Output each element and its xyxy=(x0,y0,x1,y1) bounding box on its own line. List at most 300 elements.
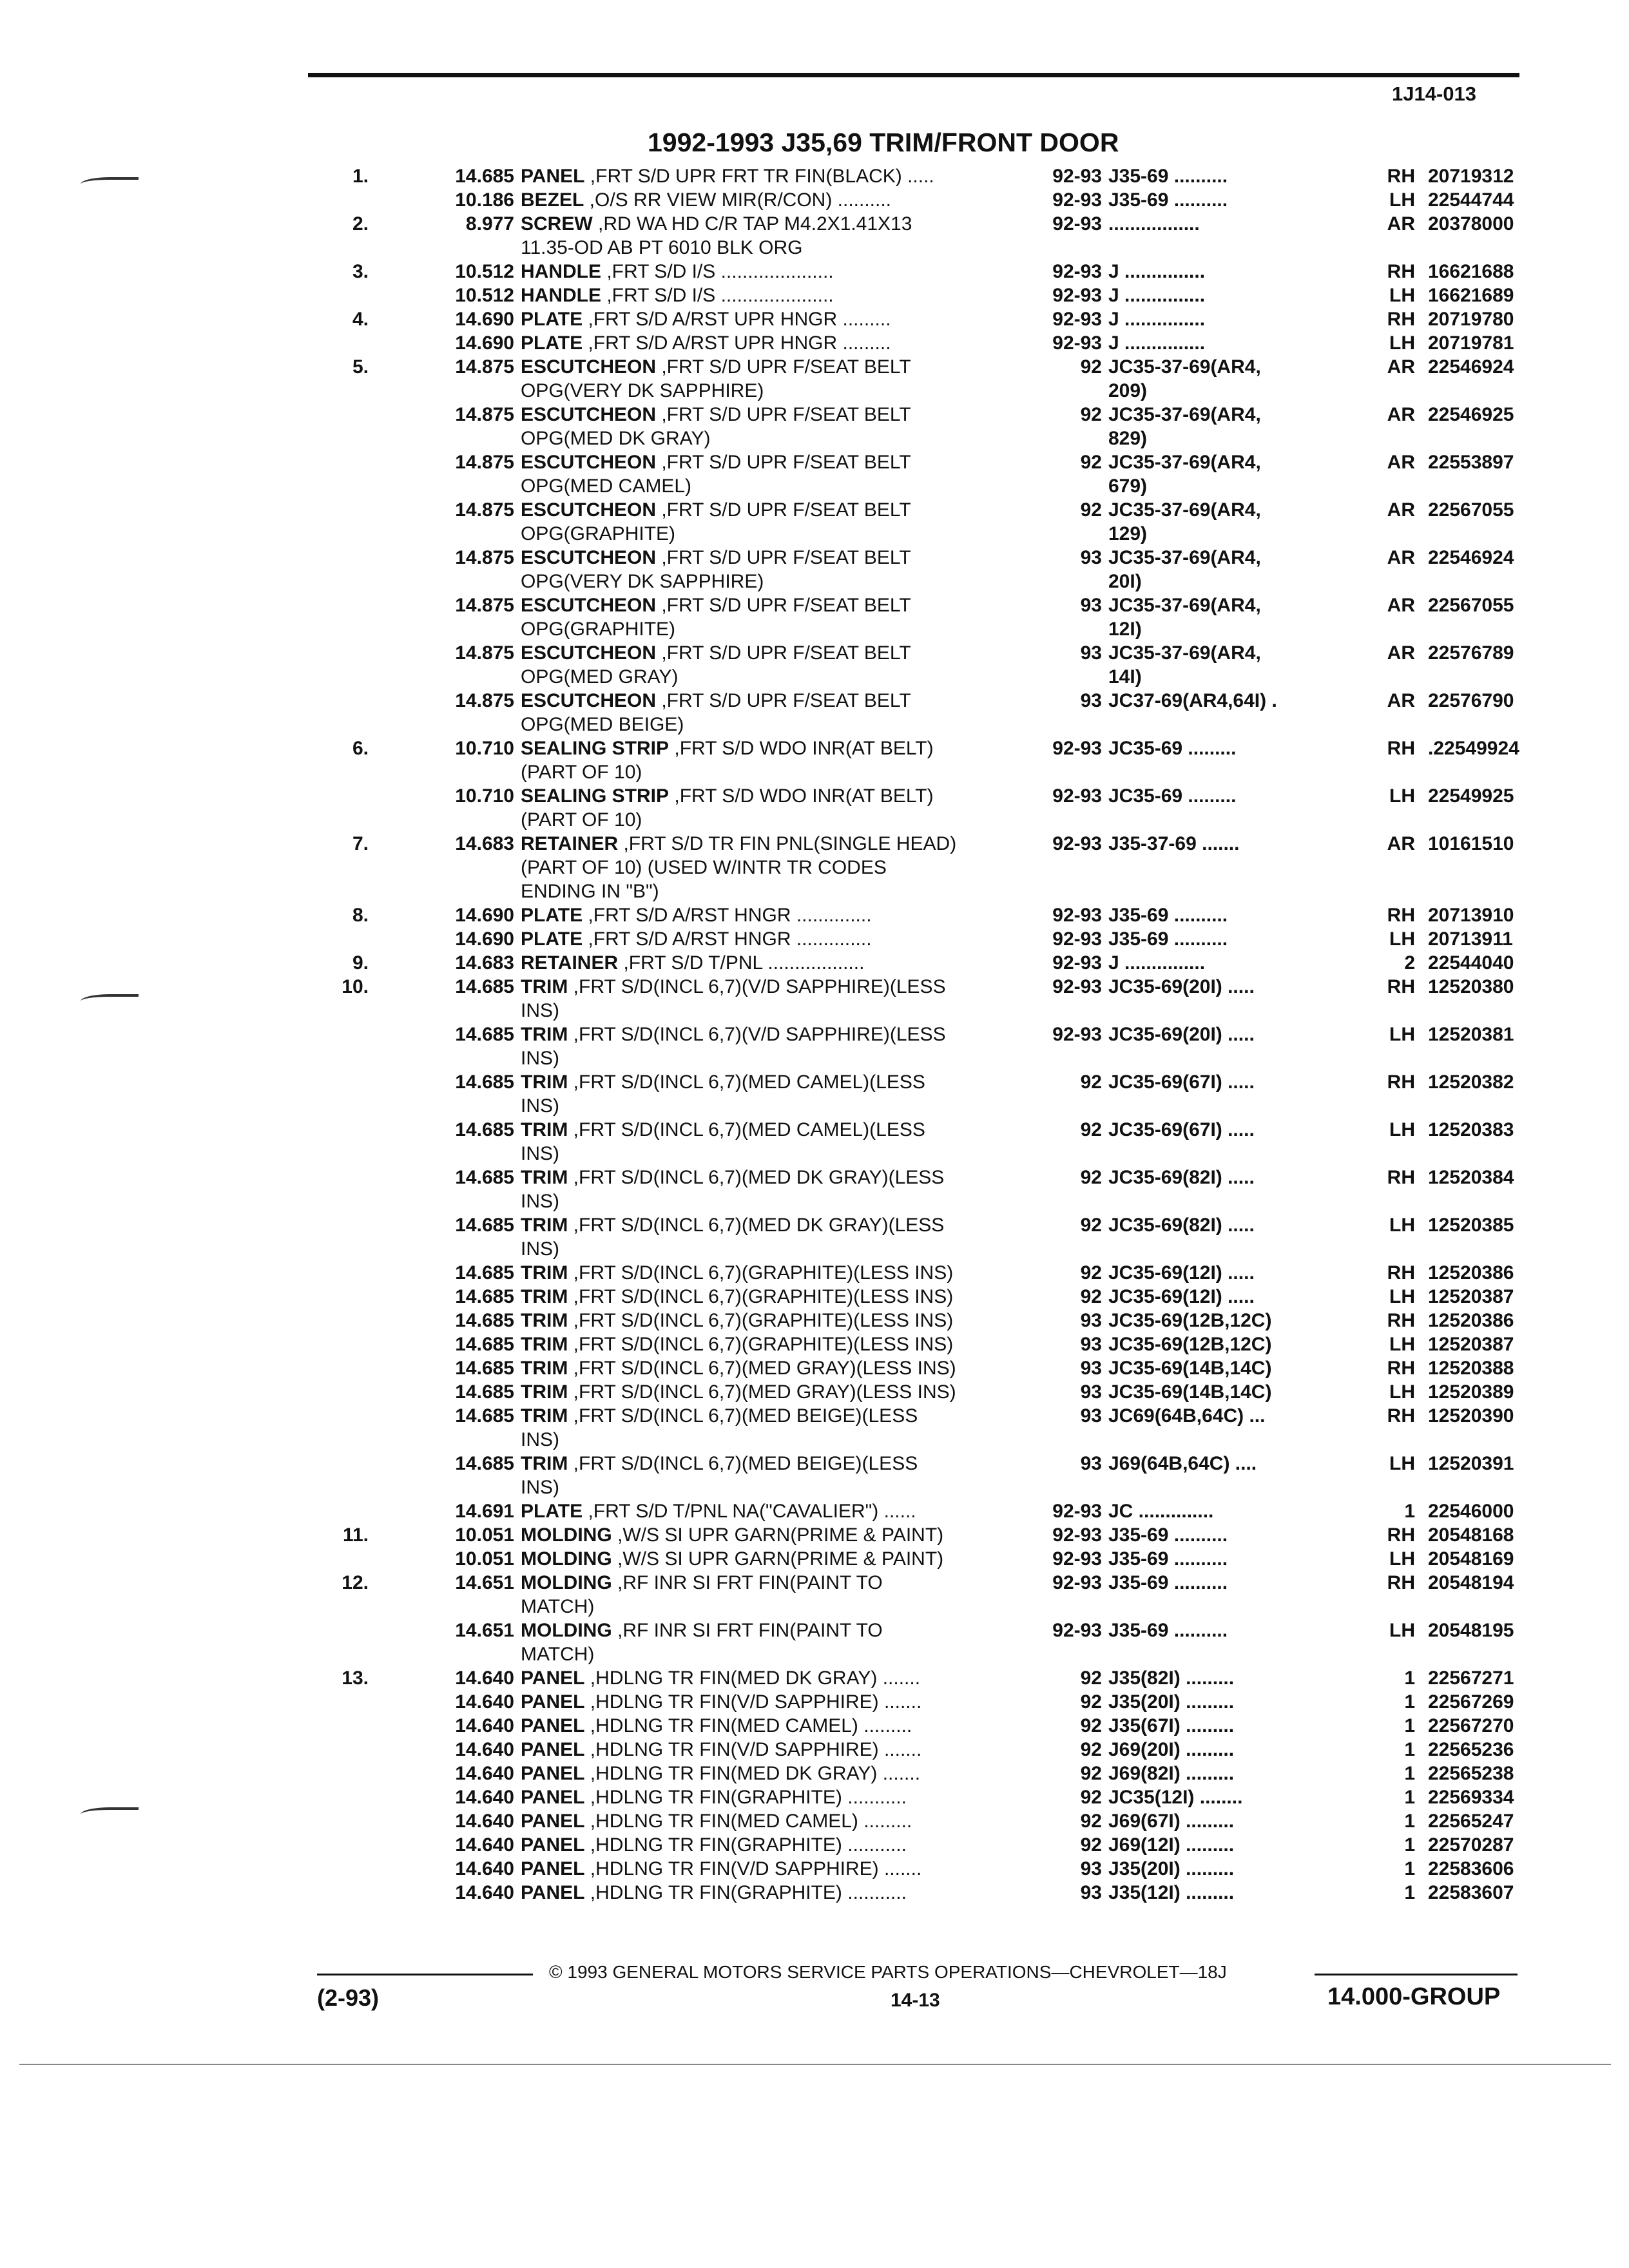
year-range: 92-93 xyxy=(1052,261,1102,282)
year-range xyxy=(1050,379,1108,403)
model-usage: JC35-69(12I) ..... xyxy=(1108,1286,1255,1307)
model-usage xyxy=(1108,1642,1360,1666)
item-description: ,FRT S/D UPR F/SEAT BELT xyxy=(656,690,911,711)
item-description: ,FRT S/D(INCL 6,7)(MED CAMEL)(LESS xyxy=(568,1119,925,1140)
item-number xyxy=(0,522,369,546)
page-title: 1992-1993 J35,69 TRIM/FRONT DOOR xyxy=(648,128,1119,157)
group-number xyxy=(369,665,521,689)
item-name: PANEL xyxy=(521,1811,585,1832)
copyright-notice: © 1993 GENERAL MOTORS SERVICE PARTS OPERATIONS—CHEVROLET—18J xyxy=(549,1962,1227,1982)
part-row-continuation xyxy=(0,808,1629,832)
part-row xyxy=(0,260,1629,284)
description xyxy=(521,1690,1050,1714)
item-description: ,HDLNG TR FIN(GRAPHITE) ........... xyxy=(584,1787,907,1808)
part-row xyxy=(0,1332,1629,1356)
quantity xyxy=(1360,1189,1418,1213)
item-description: ,FRT S/D UPR F/SEAT BELT xyxy=(656,547,911,568)
description-continuation: OPG(GRAPHITE) xyxy=(521,523,676,544)
item-number xyxy=(0,1809,369,1833)
item-number: 7. xyxy=(352,833,369,854)
item-description: ,FRT S/D A/RST HNGR .............. xyxy=(583,928,872,950)
description xyxy=(521,927,1050,951)
part-row-continuation xyxy=(0,1428,1629,1452)
item-name: ESCUTCHEON xyxy=(521,547,657,568)
description xyxy=(521,593,1050,617)
item-name: ESCUTCHEON xyxy=(521,642,657,664)
part-number: 12520382 xyxy=(1428,1072,1514,1093)
item-description: ,HDLNG TR FIN(V/D SAPPHIRE) ....... xyxy=(584,1858,922,1879)
part-number: 10161510 xyxy=(1428,833,1514,854)
model-usage: JC35-69(20I) ..... xyxy=(1108,976,1255,997)
description-continuation: (PART OF 10) xyxy=(521,762,642,783)
year-range: 92 xyxy=(1080,356,1102,378)
group-number: 14.685 xyxy=(455,1310,514,1331)
description-continuation: INS) xyxy=(521,1143,559,1164)
description-continuation: ENDING IN "B") xyxy=(521,881,659,902)
group-number: 14.685 xyxy=(455,1072,514,1093)
description xyxy=(521,1261,1050,1285)
item-number xyxy=(0,1785,369,1809)
model-usage: JC35-37-69(AR4, xyxy=(1108,452,1261,473)
description xyxy=(521,1166,1050,1189)
part-number: 12520389 xyxy=(1428,1381,1514,1403)
item-number xyxy=(0,927,369,951)
item-description: ,FRT S/D(INCL 6,7)(GRAPHITE)(LESS INS) xyxy=(568,1286,954,1307)
year-range: 93 xyxy=(1080,1358,1102,1379)
item-name: HANDLE xyxy=(521,285,601,306)
item-name: ESCUTCHEON xyxy=(521,595,657,616)
item-number xyxy=(0,1285,369,1309)
quantity: RH xyxy=(1387,1524,1415,1546)
year-range: 92-93 xyxy=(1052,285,1102,306)
item-name: ESCUTCHEON xyxy=(521,356,657,378)
part-number: 22544040 xyxy=(1428,952,1514,974)
part-number xyxy=(1418,522,1534,546)
group-number: 14.685 xyxy=(455,1024,514,1045)
group-number: 14.685 xyxy=(455,976,514,997)
part-row xyxy=(0,355,1629,379)
model-usage: JC35-37-69(AR4, xyxy=(1108,499,1261,521)
quantity xyxy=(1360,427,1418,450)
part-number: 12520384 xyxy=(1428,1167,1514,1188)
year-range: 92-93 xyxy=(1052,309,1102,330)
quantity: RH xyxy=(1387,738,1415,759)
item-description: ,HDLNG TR FIN(V/D SAPPHIRE) ....... xyxy=(584,1691,922,1713)
description xyxy=(521,379,1050,403)
quantity: RH xyxy=(1387,1262,1415,1283)
description xyxy=(521,617,1050,641)
quantity: RH xyxy=(1387,1358,1415,1379)
group-number: 10.710 xyxy=(455,738,514,759)
part-row xyxy=(0,1833,1629,1857)
year-range: 92-93 xyxy=(1052,1501,1102,1522)
group-number: 14.690 xyxy=(455,928,514,950)
description-continuation: MATCH) xyxy=(521,1596,595,1617)
group-number xyxy=(369,474,521,498)
part-number: 12520387 xyxy=(1428,1334,1514,1355)
description xyxy=(521,1475,1050,1499)
quantity: 1 xyxy=(1404,1739,1415,1760)
description-continuation: OPG(VERY DK SAPPHIRE) xyxy=(521,380,764,401)
model-usage xyxy=(1108,1189,1360,1213)
part-number: 12520390 xyxy=(1428,1405,1514,1427)
description-continuation: 11.35-OD AB PT 6010 BLK ORG xyxy=(521,237,803,258)
part-number: 20548168 xyxy=(1428,1524,1514,1546)
quantity: LH xyxy=(1389,1334,1415,1355)
item-number xyxy=(0,474,369,498)
description xyxy=(521,1142,1050,1166)
item-number xyxy=(0,641,369,665)
quantity xyxy=(1360,379,1418,403)
part-number: 22583607 xyxy=(1428,1882,1514,1903)
year-range: 92 xyxy=(1080,1811,1102,1832)
year-range xyxy=(1050,1142,1108,1166)
part-row-continuation xyxy=(0,713,1629,736)
description xyxy=(521,903,1050,927)
quantity xyxy=(1360,236,1418,260)
item-number xyxy=(0,570,369,593)
model-usage: J35-69 .......... xyxy=(1108,1548,1228,1570)
item-description: ,FRT S/D UPR F/SEAT BELT xyxy=(656,356,911,378)
item-name: PLATE xyxy=(521,309,583,330)
quantity xyxy=(1360,617,1418,641)
part-row xyxy=(0,593,1629,617)
group-number xyxy=(369,1428,521,1452)
item-number xyxy=(0,856,369,879)
part-row-continuation xyxy=(0,856,1629,879)
item-name: TRIM xyxy=(521,1405,568,1427)
year-range xyxy=(1050,427,1108,450)
model-usage: JC35-69(20I) ..... xyxy=(1108,1024,1255,1045)
description-continuation: INS) xyxy=(521,1048,559,1069)
part-number xyxy=(1418,1189,1534,1213)
description xyxy=(521,427,1050,450)
item-description: ,O/S RR VIEW MIR(R/CON) .......... xyxy=(584,189,892,211)
part-row xyxy=(0,1356,1629,1380)
group-number: 14.685 xyxy=(455,1262,514,1283)
item-number: 11. xyxy=(342,1524,369,1546)
part-number xyxy=(1418,856,1534,879)
part-row xyxy=(0,1881,1629,1905)
year-range xyxy=(1050,522,1108,546)
part-row xyxy=(0,1285,1629,1309)
description xyxy=(521,307,1050,331)
year-range xyxy=(1050,1237,1108,1261)
model-usage: JC35-69(12B,12C) xyxy=(1108,1334,1272,1355)
model-usage: JC35-69(12B,12C) xyxy=(1108,1310,1272,1331)
quantity: LH xyxy=(1389,1286,1415,1307)
item-number xyxy=(0,760,369,784)
description-continuation: OPG(MED GRAY) xyxy=(521,666,679,687)
quantity xyxy=(1360,1094,1418,1118)
part-number xyxy=(1418,1237,1534,1261)
part-row xyxy=(0,1166,1629,1189)
part-number xyxy=(1418,474,1534,498)
model-usage: J35-69 .......... xyxy=(1108,166,1228,187)
part-row xyxy=(0,1785,1629,1809)
item-description: ,FRT S/D A/RST UPR HNGR ......... xyxy=(583,332,891,354)
model-usage: JC35(12I) ........ xyxy=(1108,1787,1243,1808)
item-number xyxy=(0,427,369,450)
year-range: 92-93 xyxy=(1052,1548,1102,1570)
model-usage: 679) xyxy=(1108,476,1148,497)
description xyxy=(521,355,1050,379)
item-number xyxy=(0,188,369,212)
year-range: 93 xyxy=(1080,1882,1102,1903)
part-row-continuation xyxy=(0,1189,1629,1213)
part-row xyxy=(0,1118,1629,1142)
item-description: ,FRT S/D I/S ..................... xyxy=(601,261,834,282)
group-number: 14.640 xyxy=(455,1882,514,1903)
group-number: 14.640 xyxy=(455,1691,514,1713)
group-number: 14.685 xyxy=(455,1119,514,1140)
part-row xyxy=(0,784,1629,808)
description xyxy=(521,1571,1050,1595)
part-row-continuation xyxy=(0,617,1629,641)
part-number: 22576789 xyxy=(1428,642,1514,664)
model-usage: J35-69 .......... xyxy=(1108,1524,1228,1546)
group-number xyxy=(369,427,521,450)
quantity: LH xyxy=(1389,1453,1415,1474)
year-range: 92-93 xyxy=(1052,1620,1102,1641)
part-number xyxy=(1418,879,1534,903)
part-number: 20378000 xyxy=(1428,213,1514,235)
item-name: TRIM xyxy=(521,1381,568,1403)
description xyxy=(521,1523,1050,1547)
quantity: RH xyxy=(1387,1405,1415,1427)
item-description: ,FRT S/D(INCL 6,7)(MED CAMEL)(LESS xyxy=(568,1072,925,1093)
model-usage: J35(20I) ......... xyxy=(1108,1858,1235,1879)
group-number: 14.651 xyxy=(455,1620,514,1641)
item-name: PANEL xyxy=(521,1763,585,1784)
part-row-continuation xyxy=(0,999,1629,1023)
description xyxy=(521,260,1050,284)
description xyxy=(521,641,1050,665)
group-number: 14.640 xyxy=(455,1787,514,1808)
year-range xyxy=(1050,1428,1108,1452)
group-number: 14.685 xyxy=(455,1334,514,1355)
model-usage: J35(67I) ......... xyxy=(1108,1715,1235,1736)
item-number xyxy=(0,1356,369,1380)
description-continuation: INS) xyxy=(521,1238,559,1260)
item-name: ESCUTCHEON xyxy=(521,690,657,711)
model-usage xyxy=(1108,1046,1360,1070)
year-range: 92-93 xyxy=(1052,952,1102,974)
item-name: PLATE xyxy=(521,928,583,950)
item-name: TRIM xyxy=(521,1072,568,1093)
group-number xyxy=(369,760,521,784)
quantity xyxy=(1360,808,1418,832)
part-number: 22567055 xyxy=(1428,595,1514,616)
part-row xyxy=(0,1857,1629,1881)
group-number xyxy=(369,522,521,546)
item-description: ,FRT S/D(INCL 6,7)(MED DK GRAY)(LESS xyxy=(568,1215,945,1236)
quantity: AR xyxy=(1387,595,1415,616)
item-name: TRIM xyxy=(521,1167,568,1188)
quantity: AR xyxy=(1387,499,1415,521)
item-number xyxy=(0,1309,369,1332)
quantity: AR xyxy=(1387,356,1415,378)
part-row xyxy=(0,1714,1629,1738)
description xyxy=(521,665,1050,689)
part-row xyxy=(0,1547,1629,1571)
model-usage: J69(12I) ......... xyxy=(1108,1834,1235,1856)
item-name: TRIM xyxy=(521,1262,568,1283)
year-range: 93 xyxy=(1080,547,1102,568)
part-number xyxy=(1418,1595,1534,1619)
group-number: 14.640 xyxy=(455,1858,514,1879)
item-description: ,FRT S/D WDO INR(AT BELT) xyxy=(669,785,934,807)
item-number xyxy=(0,1619,369,1642)
description xyxy=(521,736,1050,760)
year-range xyxy=(1050,713,1108,736)
group-number: 10.512 xyxy=(455,285,514,306)
year-range: 92 xyxy=(1080,404,1102,425)
description xyxy=(521,284,1050,307)
item-number xyxy=(0,1023,369,1046)
part-row xyxy=(0,1809,1629,1833)
year-range: 92-93 xyxy=(1052,189,1102,211)
part-number: 20548194 xyxy=(1428,1572,1514,1593)
description xyxy=(521,522,1050,546)
part-number xyxy=(1418,808,1534,832)
item-number: 12. xyxy=(342,1572,369,1593)
year-range: 92-93 xyxy=(1052,928,1102,950)
item-name: PANEL xyxy=(521,166,585,187)
part-row xyxy=(0,546,1629,570)
description xyxy=(521,713,1050,736)
group-number xyxy=(369,1642,521,1666)
year-range: 92 xyxy=(1080,1167,1102,1188)
description xyxy=(521,1428,1050,1452)
description xyxy=(521,1332,1050,1356)
item-name: TRIM xyxy=(521,1286,568,1307)
part-number: 22583606 xyxy=(1428,1858,1514,1879)
item-description: ,FRT S/D UPR F/SEAT BELT xyxy=(656,499,911,521)
description xyxy=(521,1356,1050,1380)
year-range: 93 xyxy=(1080,1334,1102,1355)
quantity: LH xyxy=(1389,928,1415,950)
item-description: ,FRT S/D UPR F/SEAT BELT xyxy=(656,595,911,616)
item-description: ,HDLNG TR FIN(GRAPHITE) ........... xyxy=(584,1882,907,1903)
item-number: 8. xyxy=(352,905,369,926)
item-name: HANDLE xyxy=(521,261,601,282)
quantity: 2 xyxy=(1404,952,1415,974)
model-usage xyxy=(1108,236,1360,260)
description xyxy=(521,1666,1050,1690)
description xyxy=(521,236,1050,260)
description xyxy=(521,832,1050,856)
item-description: ,FRT S/D T/PNL .................. xyxy=(618,952,865,974)
item-name: TRIM xyxy=(521,1024,568,1045)
part-number: 16621689 xyxy=(1428,285,1514,306)
item-name: PANEL xyxy=(521,1834,585,1856)
description xyxy=(521,331,1050,355)
item-name: SEALING STRIP xyxy=(521,785,670,807)
group-number: 14.640 xyxy=(455,1715,514,1736)
group-number: 14.683 xyxy=(455,952,514,974)
group-number: 14.875 xyxy=(455,499,514,521)
group-number xyxy=(369,236,521,260)
part-row xyxy=(0,1070,1629,1094)
item-description: ,FRT S/D(INCL 6,7)(MED BEIGE)(LESS xyxy=(568,1405,918,1427)
item-name: MOLDING xyxy=(521,1572,612,1593)
year-range: 92 xyxy=(1080,1834,1102,1856)
group-number xyxy=(369,617,521,641)
description xyxy=(521,1404,1050,1428)
bottom-rule xyxy=(19,2064,1611,2065)
model-usage: J35-69 .......... xyxy=(1108,1620,1228,1641)
description-continuation: (PART OF 10) (USED W/INTR TR CODES xyxy=(521,857,887,878)
description xyxy=(521,212,1050,236)
model-usage: JC35-37-69(AR4, xyxy=(1108,547,1261,568)
description xyxy=(521,1881,1050,1905)
model-usage xyxy=(1108,1428,1360,1452)
item-description: ,FRT S/D(INCL 6,7)(MED GRAY)(LESS INS) xyxy=(568,1381,956,1403)
part-number xyxy=(1418,665,1534,689)
item-description: ,HDLNG TR FIN(MED DK GRAY) ....... xyxy=(584,1763,921,1784)
part-number: 12520386 xyxy=(1428,1310,1514,1331)
footer-rule-left xyxy=(317,1974,533,1975)
top-rule xyxy=(308,73,1519,77)
part-number: 16621688 xyxy=(1428,261,1514,282)
part-number: 22565236 xyxy=(1428,1739,1514,1760)
part-number: 22569334 xyxy=(1428,1787,1514,1808)
item-description: ,FRT S/D TR FIN PNL(SINGLE HEAD) xyxy=(618,833,957,854)
group-number: 14.875 xyxy=(455,595,514,616)
description xyxy=(521,450,1050,474)
part-row-continuation xyxy=(0,1595,1629,1619)
part-number: 22567270 xyxy=(1428,1715,1514,1736)
item-number: 5. xyxy=(352,356,369,378)
description xyxy=(521,1762,1050,1785)
quantity: RH xyxy=(1387,1310,1415,1331)
quantity: LH xyxy=(1389,1119,1415,1140)
quantity xyxy=(1360,1142,1418,1166)
page-code: 1J14-013 xyxy=(1392,82,1477,105)
model-usage: JC .............. xyxy=(1108,1501,1214,1522)
part-row-continuation xyxy=(0,1642,1629,1666)
part-row xyxy=(0,498,1629,522)
year-range: 92 xyxy=(1080,1119,1102,1140)
description-continuation: (PART OF 10) xyxy=(521,809,642,831)
model-usage: 12I) xyxy=(1108,619,1142,640)
description xyxy=(521,570,1050,593)
part-number: 22565238 xyxy=(1428,1763,1514,1784)
quantity xyxy=(1360,999,1418,1023)
part-number: 12520391 xyxy=(1428,1453,1514,1474)
part-row xyxy=(0,1571,1629,1595)
group-number: 14.685 xyxy=(455,1286,514,1307)
item-description: ,RD WA HD C/R TAP M4.2X1.41X13 xyxy=(592,213,912,235)
model-usage: JC35-37-69(AR4, xyxy=(1108,404,1261,425)
part-row xyxy=(0,1619,1629,1642)
part-row xyxy=(0,1023,1629,1046)
description xyxy=(521,1237,1050,1261)
group-number: 14.690 xyxy=(455,905,514,926)
year-range: 92 xyxy=(1080,1215,1102,1236)
quantity: 1 xyxy=(1404,1834,1415,1856)
item-number xyxy=(0,784,369,808)
model-usage xyxy=(1108,1142,1360,1166)
description-continuation: OPG(VERY DK SAPPHIRE) xyxy=(521,571,764,592)
part-row xyxy=(0,832,1629,856)
year-range: 92-93 xyxy=(1052,332,1102,354)
item-number xyxy=(0,284,369,307)
quantity: AR xyxy=(1387,642,1415,664)
part-row xyxy=(0,975,1629,999)
item-number xyxy=(0,1547,369,1571)
